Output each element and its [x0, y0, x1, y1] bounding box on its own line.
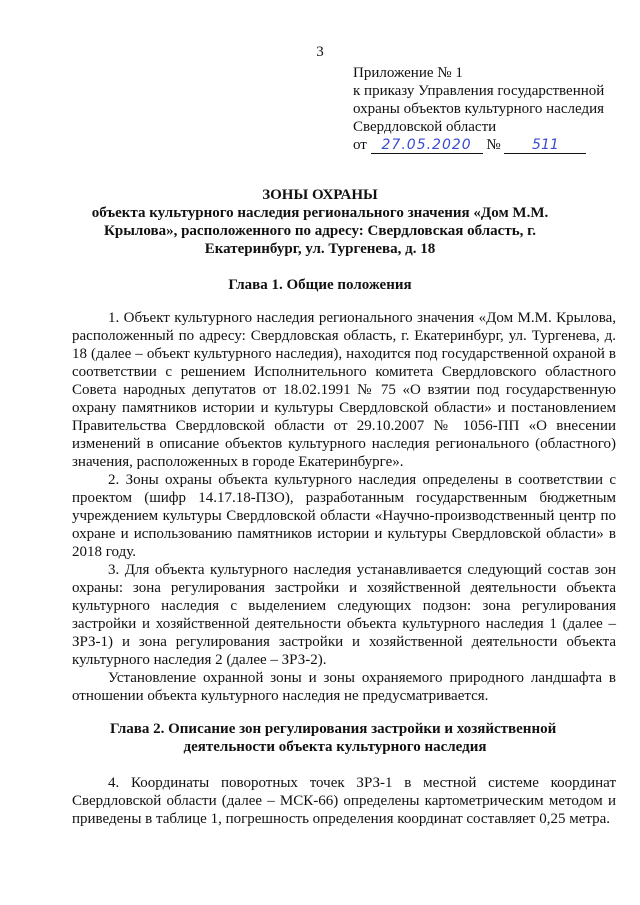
appendix-line: Приложение № 1: [353, 65, 463, 81]
appendix-block: [353, 64, 633, 154]
page-number: 3: [316, 44, 324, 60]
number-label: №: [486, 137, 501, 153]
paragraph: Установление охранной зоны и зоны охраняемого природного ландшафта в отношении объекта культурного наследия не предусматривается.: [72, 670, 616, 704]
order-date-number-row: [353, 136, 633, 154]
chapter-1-body: [72, 309, 616, 705]
handwritten-number: 511: [504, 138, 586, 154]
appendix-line: Свердловской области: [353, 119, 497, 135]
title-main: ЗОНЫ ОХРАНЫ: [262, 187, 378, 203]
chapter-1-title: Глава 1. Общие положения: [228, 277, 412, 293]
from-label: от: [353, 137, 367, 153]
appendix-line: охраны объектов культурного наследия: [353, 101, 605, 117]
chapter-1-heading: [60, 276, 580, 294]
paragraph: 3. Для объекта культурного наследия устанавливается следующий состав зон охраны: зона регулирования застройки и хозяйственной деятельности объекта культурного наследия с выделением следующих подзон: зона регулирования застройки и хозяйственной деятельности объекта культурного наследия 1 (далее – ЗРЗ-1) и зона регулирования застройки и хозяйственной деятельности объекта культурного наследия 2 (далее – ЗРЗ-2).: [72, 562, 616, 668]
handwritten-date: 27.05.2020: [371, 138, 483, 154]
chapter-2-title-line2: деятельности объекта культурного наследия: [183, 739, 487, 755]
chapter-2-title-line1: Глава 2. Описание зон регулирования застройки и хозяйственной: [110, 721, 557, 737]
title-subtitle: объекта культурного наследия регионального значения «Дом М.М. Крылова», расположенного по адресу: Свердловская область, г. Екатеринбург, ул. Тургенева, д. 18: [91, 205, 549, 257]
chapter-2-body: [72, 774, 616, 828]
paragraph: 1. Объект культурного наследия регионального значения «Дом М.М. Крылова, расположенный по адресу: Свердловская область, г. Екатеринбург, ул. Тургенева, д. 18 (далее – объект культурного наследия), находится под государственной охраной в соответствии с решением Исполнительного комитета Свердловского областного Совета народных депутатов от 18.02.1991 № 75 «О взятии под государственную охрану памятников истории и культуры Свердловской области» и постановлением Правительства Свердловской области от 29.10.2007 № 1056-ПП «О внесении изменений в описание объектов культурного наследия регионального (областного) значения, расположенных в городе Екатеринбурге».: [72, 310, 616, 470]
document-title: [60, 186, 580, 258]
paragraph: 2. Зоны охраны объекта культурного наследия определены в соответствии с проектом (шифр 14.17.18-ПЗО), разработанным государственным бюджетным учреждением культуры Свердловской области «Научно-производственный центр по охране и использованию памятников истории и культуры Свердловской области» в 2018 году.: [72, 472, 616, 560]
chapter-2-heading: [110, 720, 610, 756]
paragraph: 4. Координаты поворотных точек ЗРЗ-1 в местной системе координат Свердловской области (далее – МСК-66) определены картометрическим методом и приведены в таблице 1, погрешность определения координат составляет 0,25 метра.: [72, 775, 616, 827]
appendix-line: к приказу Управления государственной: [353, 83, 605, 99]
